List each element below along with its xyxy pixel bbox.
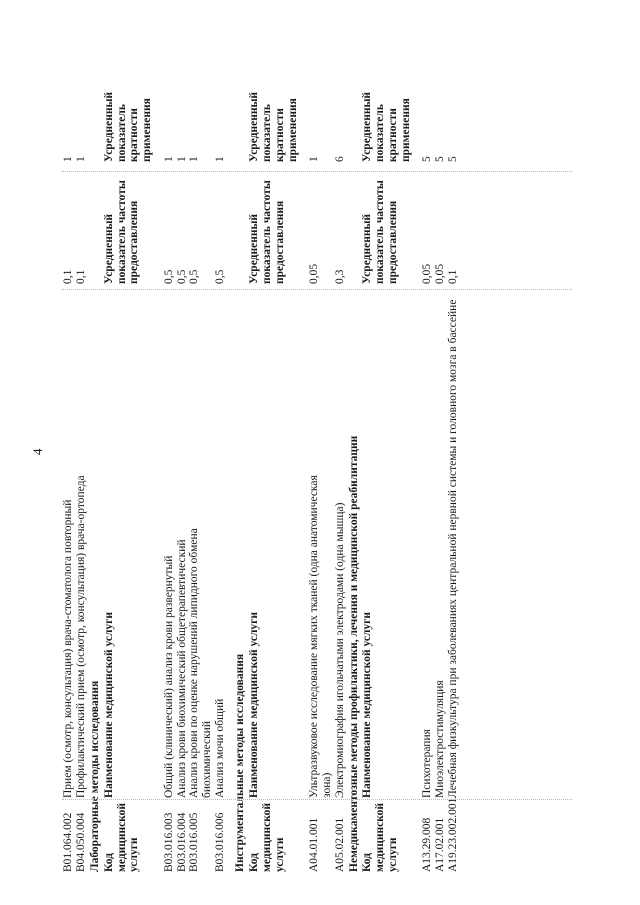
multiplicity-value: 1 (74, 156, 87, 162)
table-row (188, 62, 214, 872)
section-title-laboratory: Лабораторные методы исследования (88, 680, 101, 872)
service-name: Электромиография игольчатыми электродами (одна мышца) (333, 502, 346, 798)
service-name: Психотерапия (421, 729, 434, 798)
column-divider (62, 289, 572, 290)
table-row (163, 62, 176, 872)
service-name: Прием (осмотр, консультация) врача-стоматолога повторный (62, 499, 74, 798)
multiplicity-value: 5 (447, 156, 460, 162)
header-code: Код медицинской услуги (247, 802, 286, 872)
column-divider (62, 171, 572, 172)
header-frequency: Усредненный показатель частоты предоставления (361, 180, 400, 284)
multiplicity-value: 5 (434, 156, 447, 162)
frequency-value: 0,3 (333, 269, 346, 284)
service-code: A04.01.001 (307, 817, 320, 872)
service-name: Анализ крови по оценке нарушений липидного обмена биохимический (188, 528, 214, 798)
header-code: Код медицинской услуги (361, 802, 400, 872)
table-row (334, 62, 347, 872)
frequency-value: 0,05 (434, 263, 447, 284)
header-name: Наименование медицинской услуги (247, 611, 260, 798)
table-header (248, 62, 308, 872)
service-code: A19.23.002.001 (447, 797, 460, 872)
multiplicity-value: 1 (62, 156, 74, 162)
header-multiplicity: Усредненный показатель кратности применения (102, 91, 154, 162)
table-row (421, 62, 434, 872)
header-name: Наименование медицинской услуги (102, 611, 115, 798)
frequency-value: 0,05 (307, 263, 320, 284)
header-multiplicity: Усредненный показатель кратности применения (247, 91, 299, 162)
service-code: A05.02.001 (333, 817, 346, 872)
multiplicity-value: 1 (188, 156, 201, 162)
service-code: B03.016.006 (214, 812, 227, 872)
table-row (214, 62, 227, 872)
service-name: Анализ крови биохимический общетерапевтический (175, 539, 188, 798)
multiplicity-value: 1 (307, 156, 320, 162)
frequency-value: 0,1 (74, 269, 87, 284)
service-code: B04.050.004 (74, 812, 87, 872)
header-frequency: Усредненный показатель частоты предоставления (102, 180, 141, 284)
multiplicity-value: 1 (162, 156, 175, 162)
service-code: A13.29.008 (421, 817, 434, 872)
service-code: B03.016.005 (188, 812, 201, 872)
service-name: Ультразвуковое исследование мягких тканей (одна анатомическая зона) (307, 475, 333, 798)
table-row (447, 62, 460, 872)
table-row (176, 62, 189, 872)
service-name: Миоэлектростимуляция (434, 680, 447, 798)
frequency-value: 0,5 (162, 269, 175, 284)
section-title-nondrug: Немедикаментозные методы профилактики, лечения и медицинской реабилитации (347, 435, 360, 872)
table-header (361, 62, 421, 872)
header-frequency: Усредненный показатель частоты предоставления (247, 180, 286, 284)
header-multiplicity: Усредненный показатель кратности применения (361, 91, 412, 162)
frequency-value: 0,5 (214, 269, 227, 284)
service-name: Анализ мочи общий (214, 698, 227, 798)
multiplicity-value: 5 (421, 156, 434, 162)
service-code: B03.016.003 (162, 812, 175, 872)
service-code: A17.02.001 (434, 817, 447, 872)
header-name: Наименование медицинской услуги (361, 611, 374, 798)
service-name: Общий (клинический) анализ крови развернутый (162, 555, 175, 798)
frequency-value: 0,05 (421, 263, 434, 284)
page-number: 4 (30, 448, 45, 455)
section-title-instrumental: Инструментальные методы исследования (234, 653, 246, 872)
services-table (62, 62, 572, 872)
table-header (103, 62, 163, 872)
service-code: B01.064.002 (62, 812, 74, 872)
table-row (75, 62, 88, 872)
frequency-value: 0,5 (188, 269, 201, 284)
frequency-value: 0,1 (447, 269, 460, 284)
multiplicity-value: 1 (175, 156, 188, 162)
multiplicity-value: 1 (214, 156, 227, 162)
table-row (308, 62, 334, 872)
service-name: Лечебная физкультура при заболеваниях центральной нервной системы и головного мозга в бассейне (447, 299, 460, 798)
service-name: Профилактический прием (осмотр, консультация) врача-ортопеда (74, 475, 87, 798)
table-row (434, 62, 447, 872)
header-code: Код медицинской услуги (102, 802, 141, 872)
service-code: B03.016.004 (175, 812, 188, 872)
table-row (62, 62, 75, 872)
frequency-value: 0,1 (62, 269, 74, 284)
frequency-value: 0,5 (175, 269, 188, 284)
multiplicity-value: 6 (333, 156, 346, 162)
column-divider (62, 799, 572, 800)
